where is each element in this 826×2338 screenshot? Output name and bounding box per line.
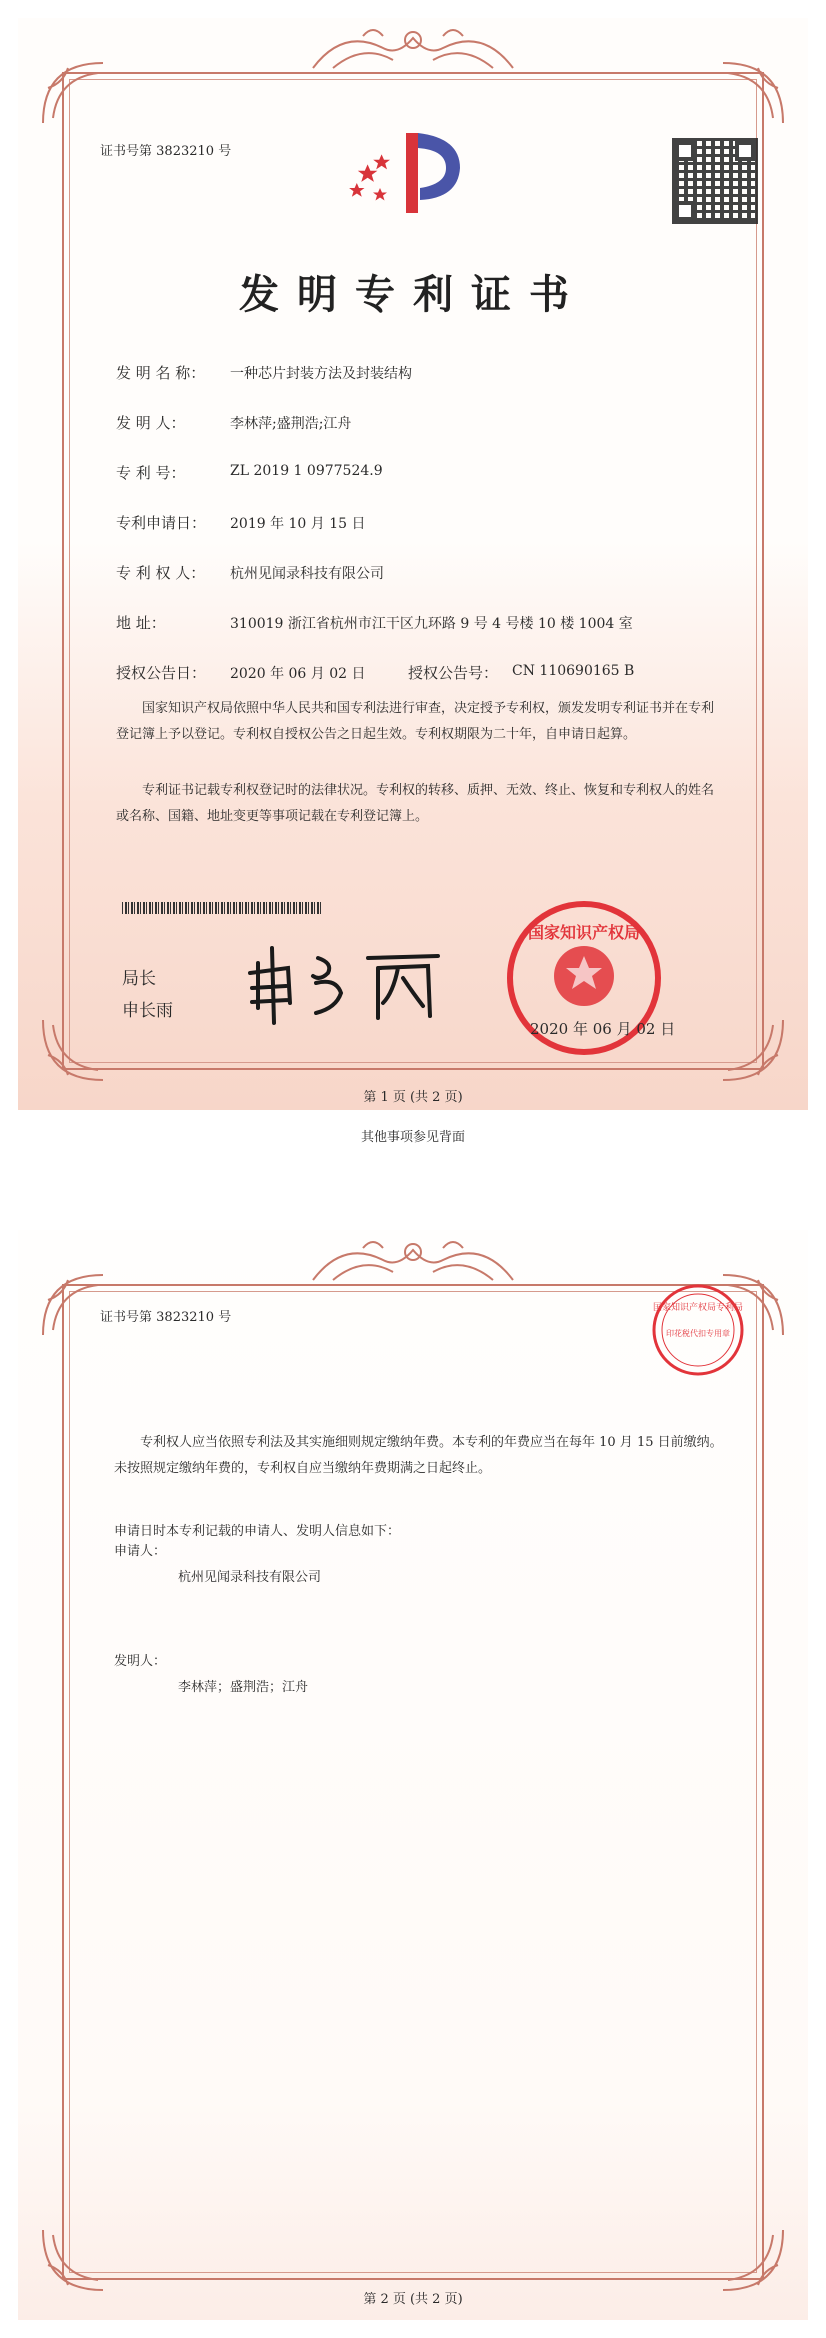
grant-number-value: CN 110690165 B (512, 663, 635, 679)
certificate-number (100, 1306, 231, 1325)
back-side-note: 其他事项参见背面 (360, 1130, 465, 1145)
applicant-value: 杭州见闻录科技有限公司 (178, 1570, 322, 1585)
address-value: 310019 浙江省杭州市江干区九环路 9 号 4 号楼 10 楼 1004 室 (230, 616, 633, 632)
cert-no-label: 证书号第 (100, 144, 153, 159)
inventor-label: 发 明 人： (116, 414, 186, 432)
address-label: 地 址： (116, 614, 166, 632)
corner-ornament-icon (38, 1010, 108, 1090)
top-ornament-icon (303, 18, 523, 78)
stamp-inner-text: 印花税代扣专用章 (666, 1329, 730, 1338)
grant-date-label: 授权公告日： (116, 664, 207, 682)
director-name: 申长雨 (122, 1001, 173, 1021)
barcode (122, 902, 322, 914)
stamp-outer-text: 国家知识产权局专利局 (652, 1303, 744, 1313)
inventor-value: 李林萍;盛荆浩;江舟 (230, 416, 352, 432)
grant-number-label: 授权公告号： (408, 664, 499, 682)
invention-name-label: 发 明 名 称： (116, 364, 206, 382)
certificate-page-1 (18, 18, 808, 1110)
patent-office-emblem-icon (348, 128, 468, 218)
applicant-label: 申请人： (114, 1544, 167, 1559)
director-signature (238, 938, 458, 1028)
qr-code (672, 138, 758, 224)
cert-no-label: 证书号第 (100, 1310, 153, 1325)
page-number: 第 2 页 (共 2 页) (363, 2292, 463, 2307)
info-heading: 申请日时本专利记载的申请人、发明人信息如下： (114, 1524, 401, 1539)
patent-number-label: 专 利 号： (116, 464, 186, 482)
corner-ornament-icon (718, 58, 788, 128)
inventor-label: 发明人： (114, 1654, 167, 1669)
patent-number-value: ZL 2019 1 0977524.9 (230, 463, 383, 479)
corner-ornament-icon (38, 1270, 108, 1340)
grant-statement-paragraph: 国家知识产权局依照中华人民共和国专利法进行审查，决定授予专利权，颁发发明专利证书并在专利登记簿上予以登记。专利权自授权公告之日起生效。专利权期限为二十年，自申请日起算。 (116, 701, 715, 742)
top-ornament-icon (303, 1230, 523, 1290)
cert-no-suffix: 号 (218, 144, 232, 159)
grant-date-value: 2020 年 06 月 02 日 (230, 666, 366, 682)
corner-ornament-icon (718, 1010, 788, 1090)
cert-no-suffix: 号 (218, 1310, 232, 1325)
certificate-title: 发明专利证书 (239, 271, 587, 318)
inventor-value: 李林萍；盛荆浩；江舟 (178, 1680, 309, 1695)
cert-no-value: 3823210 (156, 144, 215, 159)
legal-status-paragraph: 专利证书记载专利权登记时的法律状况。专利权的转移、质押、无效、终止、恢复和专利权人的姓名或名称、国籍、地址变更等事项记载在专利登记簿上。 (116, 783, 715, 824)
certificate-number (100, 140, 231, 159)
seal-text: 国家知识产权局 (527, 923, 641, 942)
invention-name-value: 一种芯片封装方法及封装结构 (230, 366, 412, 382)
cert-no-value: 3823210 (156, 1310, 215, 1325)
filing-date-value: 2019 年 10 月 15 日 (230, 516, 366, 532)
seal-date: 2020 年 06 月 02 日 (530, 1020, 676, 1038)
corner-ornament-icon (38, 58, 108, 128)
annual-fee-paragraph: 专利权人应当依照专利法及其实施细则规定缴纳年费。本专利的年费应当在每年 10 月 15 日前缴纳。未按照规定缴纳年费的，专利权自应当缴纳年费期满之日起终止。 (114, 1435, 723, 1476)
patentee-value: 杭州见闻录科技有限公司 (230, 566, 384, 582)
certificate-page-2 (18, 1230, 808, 2320)
page-number: 第 1 页 (共 2 页) (363, 1090, 463, 1105)
patentee-label: 专 利 权 人： (116, 564, 206, 582)
tax-stamp-seal (648, 1280, 748, 1380)
filing-date-label: 专利申请日： (116, 514, 207, 532)
director-title: 局长 (122, 969, 156, 989)
